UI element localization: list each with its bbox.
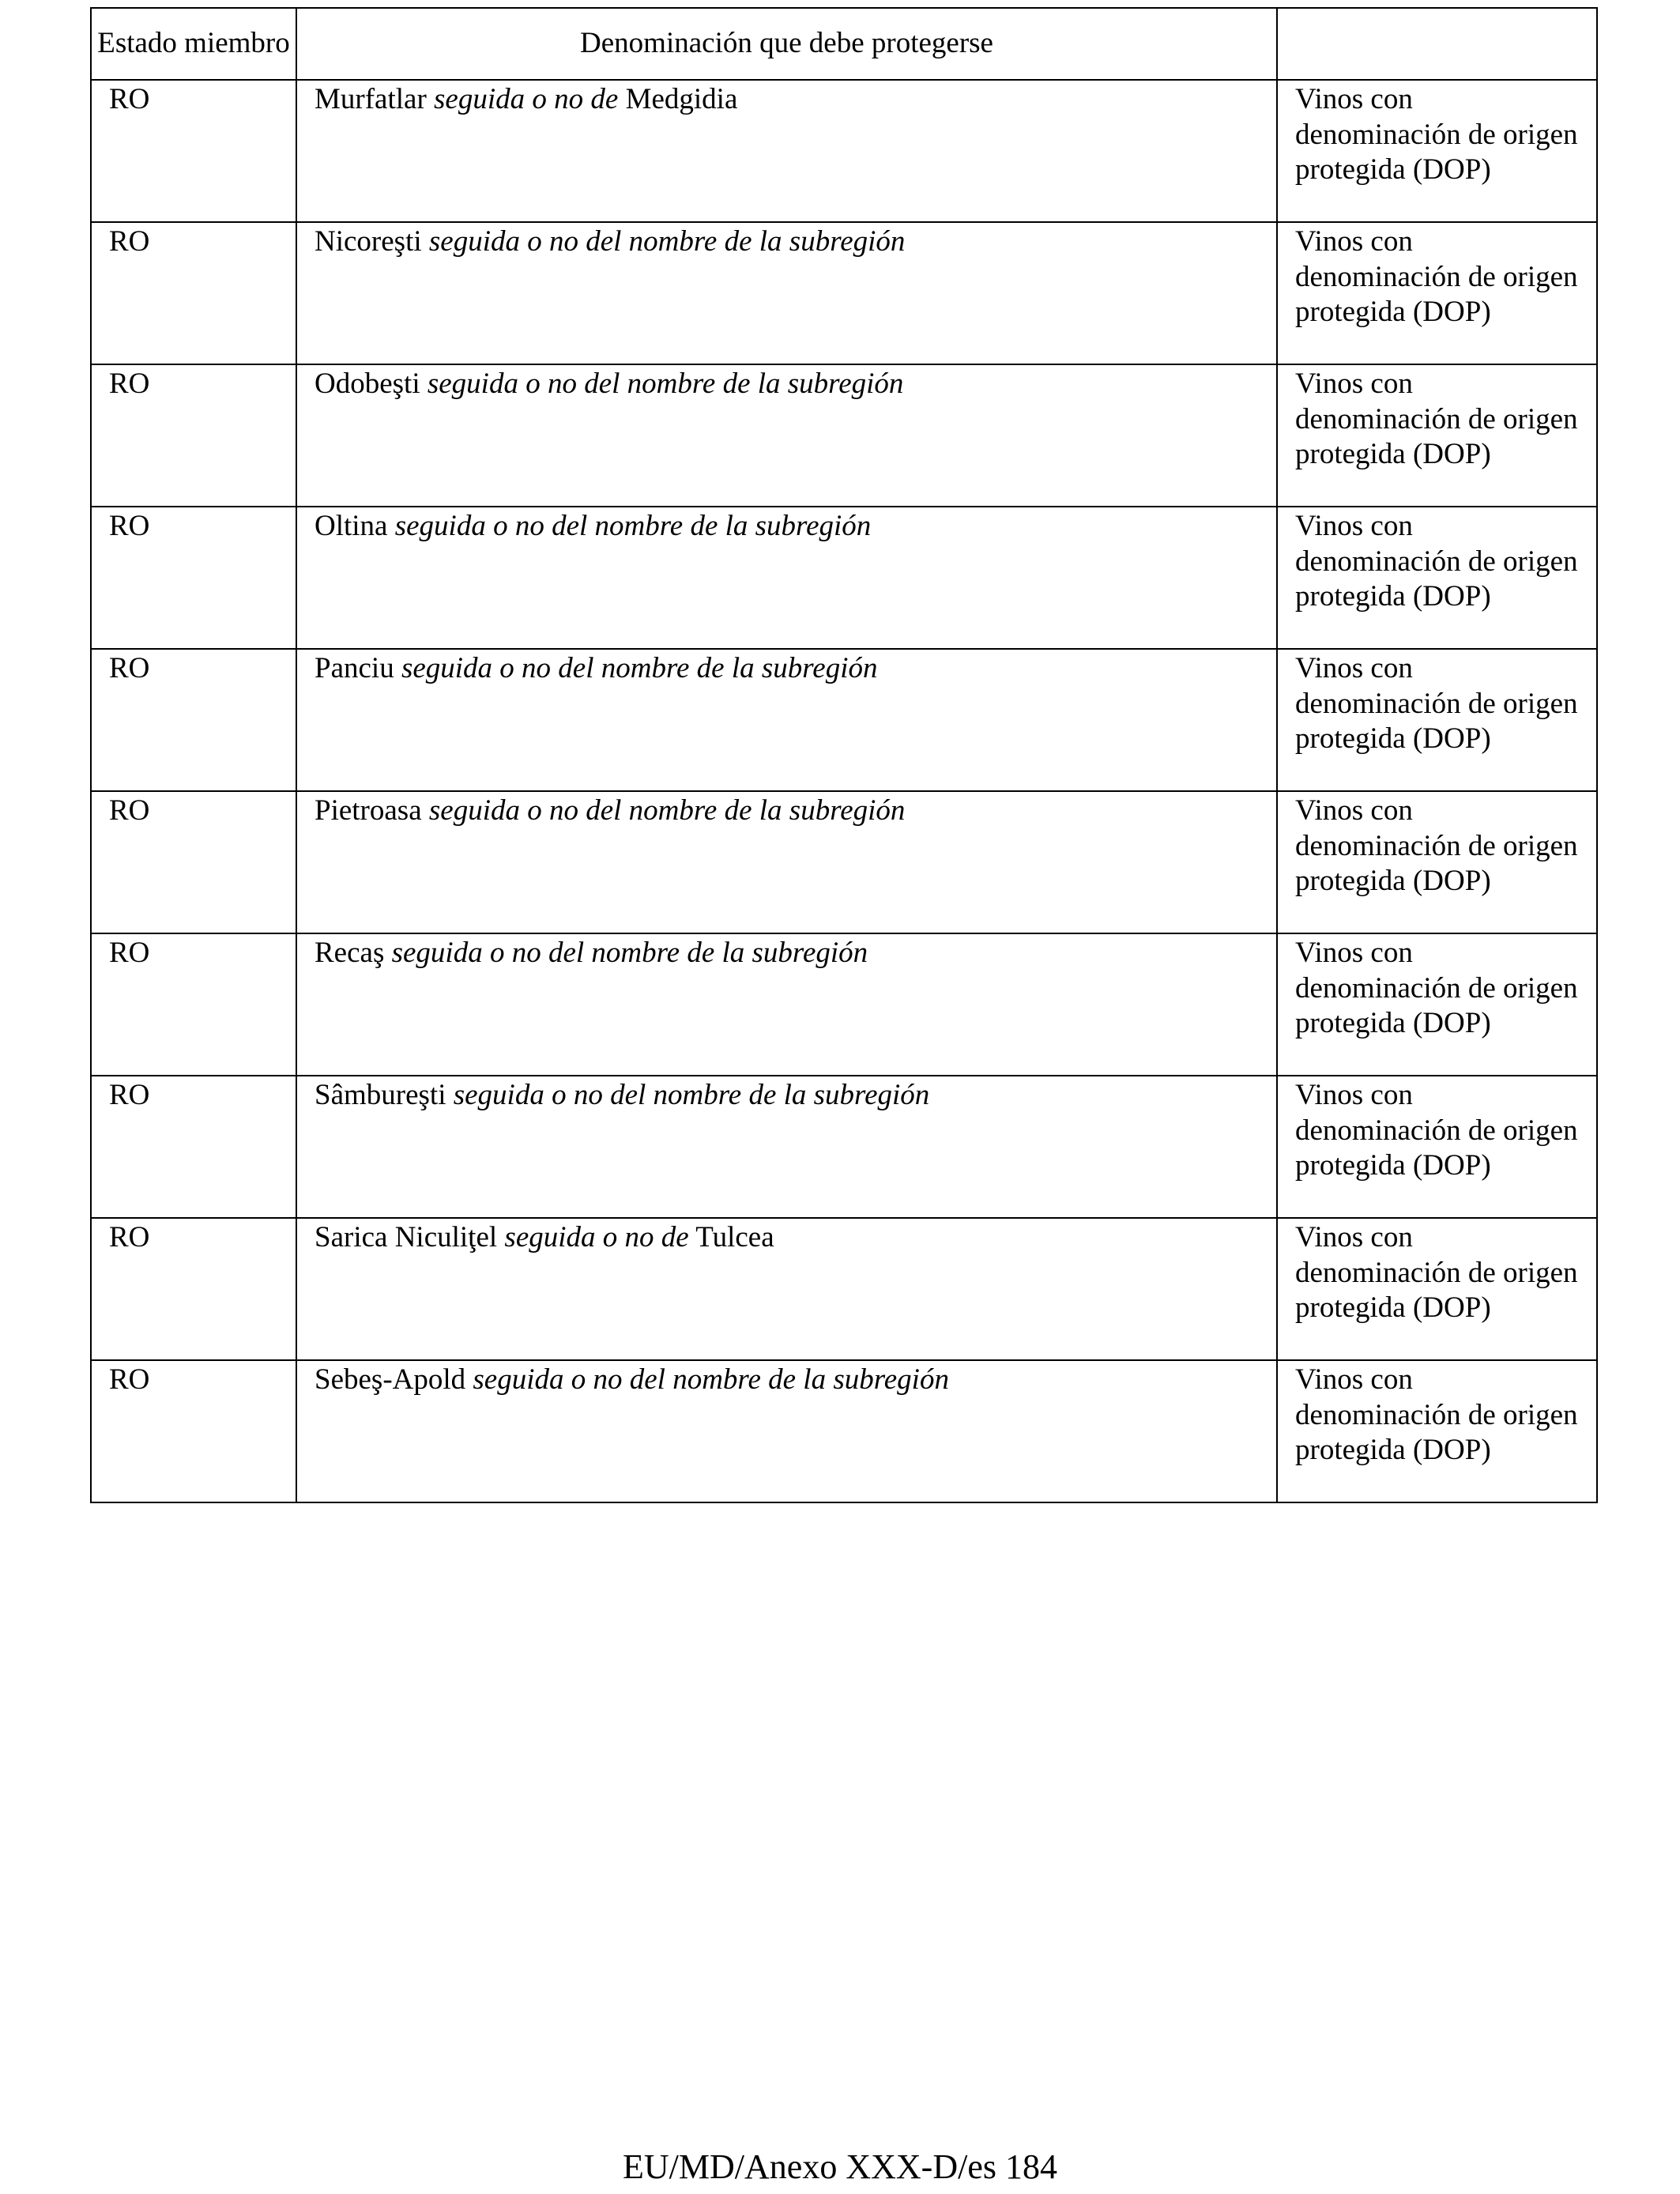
category-cell: Vinos con denominación de origen protegida (DOP) [1277,649,1597,791]
member-state-cell: RO [91,1218,296,1360]
table-row [91,364,1597,507]
designation-cell [296,222,1277,364]
designation-qualifier-text: seguida o no de [504,1221,689,1253]
designation-cell [296,507,1277,649]
table-row [91,1218,1597,1360]
designation-qualifier-text: seguida o no del nombre de la subregión [428,794,906,827]
member-state-cell: RO [91,1360,296,1502]
category-cell: Vinos con denominación de origen protegida (DOP) [1277,933,1597,1076]
designation-name-text: Pietroasa [315,794,429,827]
member-state-cell: RO [91,1076,296,1218]
designation-cell [296,1076,1277,1218]
designation-name-text: Murfatlar [315,83,435,115]
designation-cell [296,1360,1277,1502]
table-row [91,649,1597,791]
header-category [1277,8,1597,80]
table-row [91,1076,1597,1218]
category-cell: Vinos con denominación de origen protegida (DOP) [1277,1360,1597,1502]
member-state-cell: RO [91,222,296,364]
header-designation: Denominación que debe protegerse [296,8,1277,80]
table-row [91,222,1597,364]
designation-name-text: Sarica Niculiţel [315,1221,505,1253]
member-state-cell: RO [91,80,296,222]
header-member-state: Estado miembro [91,8,296,80]
category-cell: Vinos con denominación de origen protegida (DOP) [1277,1218,1597,1360]
table-row [91,507,1597,649]
designation-name-text: Nicoreşti [315,225,429,258]
designation-qualifier-text: seguida o no del nombre de la subregión [427,368,904,400]
designation-name-text: Sâmbureşti [315,1079,454,1111]
designation-name-text: Odobeşti [315,368,428,400]
table-body [91,8,1597,1502]
category-cell: Vinos con denominación de origen protegida (DOP) [1277,364,1597,507]
member-state-cell: RO [91,933,296,1076]
designation-name-text: Tulcea [688,1221,774,1253]
designation-qualifier-text: seguida o no del nombre de la subregión [394,510,872,542]
designation-cell [296,364,1277,507]
member-state-cell: RO [91,507,296,649]
category-cell: Vinos con denominación de origen protegida (DOP) [1277,222,1597,364]
designation-qualifier-text: seguida o no del nombre de la subregión [453,1079,930,1111]
table-row [91,791,1597,933]
designation-cell [296,1218,1277,1360]
category-cell: Vinos con denominación de origen protegida (DOP) [1277,80,1597,222]
designation-cell [296,791,1277,933]
designation-qualifier-text: seguida o no de [434,83,619,115]
member-state-cell: RO [91,791,296,933]
designation-cell [296,649,1277,791]
category-cell: Vinos con denominación de origen protegida (DOP) [1277,507,1597,649]
designation-name-text: Recaş [315,937,392,969]
designation-name-text: Oltina [315,510,395,542]
designation-name-text: Panciu [315,652,401,684]
designation-cell [296,80,1277,222]
table-header-row [91,8,1597,80]
designation-qualifier-text: seguida o no del nombre de la subregión [428,225,906,258]
member-state-cell: RO [91,364,296,507]
designation-name-text: Sebeş-Apold [315,1363,473,1396]
category-cell: Vinos con denominación de origen protegida (DOP) [1277,1076,1597,1218]
table-row [91,1360,1597,1502]
designation-qualifier-text: seguida o no del nombre de la subregión [391,937,868,969]
designation-qualifier-text: seguida o no del nombre de la subregión [401,652,878,684]
table-row [91,933,1597,1076]
designation-name-text: Medgidia [618,83,738,115]
member-state-cell: RO [91,649,296,791]
designation-qualifier-text: seguida o no del nombre de la subregión [473,1363,949,1396]
page-footer-reference: EU/MD/Anexo XXX-D/es 184 [623,2147,1057,2186]
table-row [91,80,1597,222]
designation-cell [296,933,1277,1076]
category-cell: Vinos con denominación de origen protegida (DOP) [1277,791,1597,933]
designations-table [90,7,1598,1503]
